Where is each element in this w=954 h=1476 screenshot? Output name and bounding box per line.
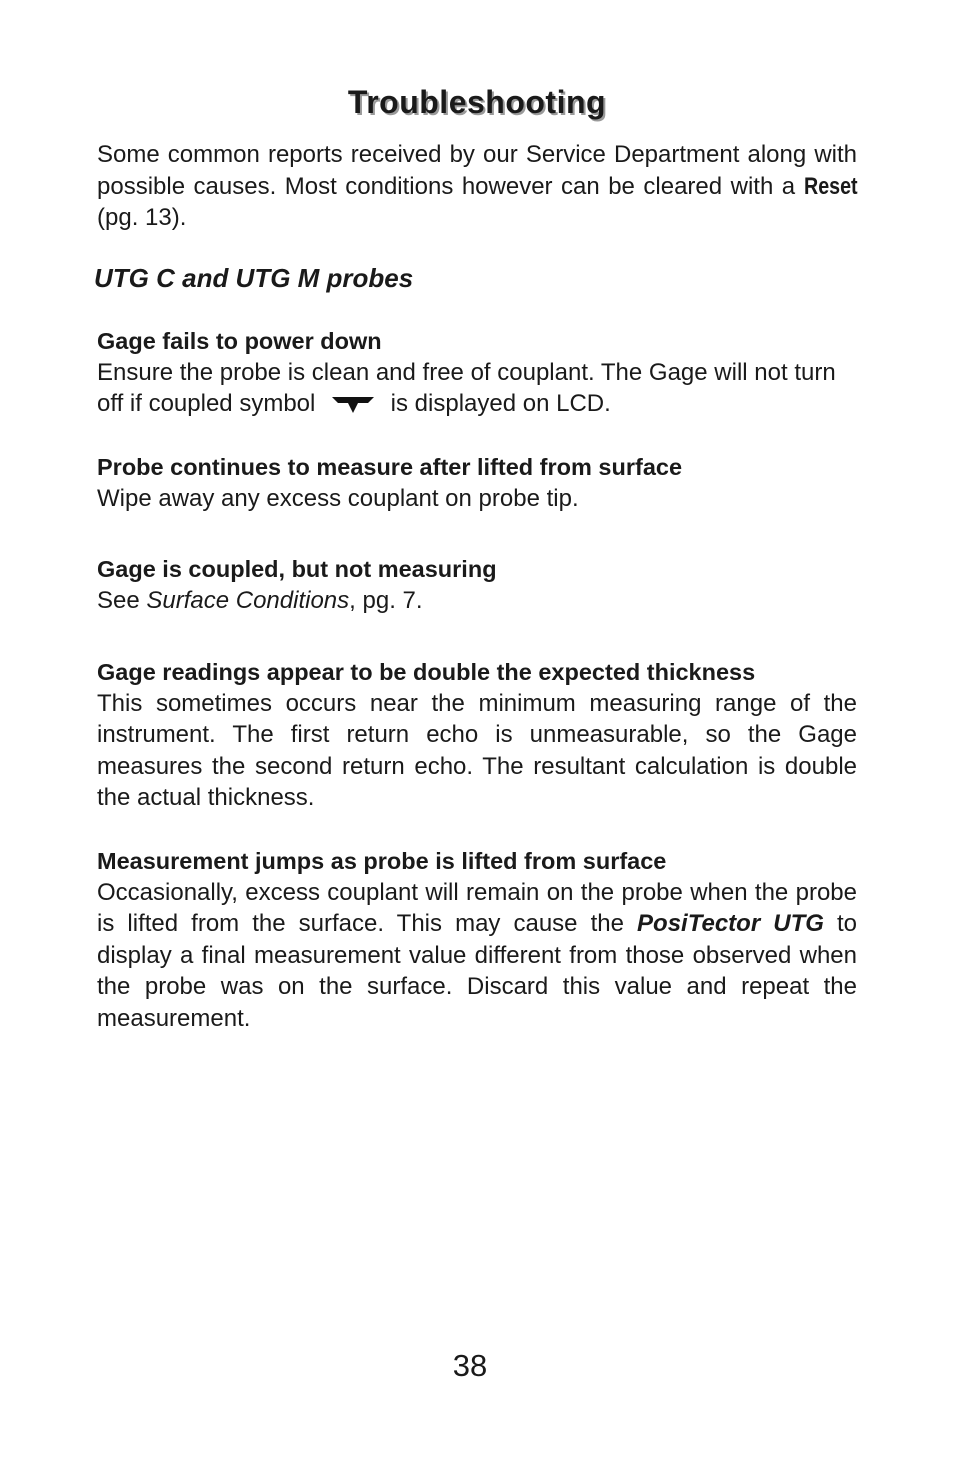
trouble-item xyxy=(97,657,857,814)
trouble-body xyxy=(97,357,857,420)
trouble-body-text-end: to display a final measurement value different from those observed when the probe was on the surface. Discard this value and repeat the measurement. xyxy=(97,910,857,1032)
trouble-body-text-end: is displayed on LCD. xyxy=(384,390,611,417)
trouble-body: This sometimes occurs near the minimum measuring range of the instrument. The first return echo is unmeasurable, so the Gage measures the second return echo. The resultant calculation is double the actual thickness. xyxy=(97,689,857,811)
trouble-item xyxy=(97,846,857,1035)
intro-paragraph xyxy=(97,139,857,234)
trouble-heading: Gage readings appear to be double the expected thickness xyxy=(97,658,756,685)
trouble-body-text: Ensure the probe is clean and free of couplant. The Gage will not turn off if coupled symbol xyxy=(97,358,836,417)
document-page xyxy=(94,84,858,1034)
trouble-heading: Measurement jumps as probe is lifted from surface xyxy=(97,847,667,874)
trouble-item xyxy=(97,554,857,617)
trouble-body-text: See xyxy=(97,587,147,614)
trouble-body-text: Occasionally, excess couplant will remain on the probe when the probe is lifted from the surface. This may cause the xyxy=(97,878,857,937)
coupled-symbol-icon xyxy=(328,393,378,417)
product-name: PosiTector UTG xyxy=(637,910,824,937)
page-title: Troubleshooting xyxy=(347,84,607,120)
intro-text-end: (pg. 13). xyxy=(97,204,187,231)
trouble-body-text-end: , pg. 7. xyxy=(349,587,423,614)
trouble-heading: Gage is coupled, but not measuring xyxy=(97,556,497,582)
reset-keyword: Reset xyxy=(803,172,858,200)
trouble-heading: Probe continues to measure after lifted from surface xyxy=(97,453,683,480)
trouble-body: Wipe away any excess couplant on probe tip. xyxy=(97,484,579,512)
trouble-item xyxy=(97,326,857,420)
intro-text: Some common reports received by our Service Department along with possible causes. Most conditions however can be cleared with a xyxy=(97,141,857,200)
section-subheading: UTG C and UTG M probes xyxy=(94,262,414,293)
trouble-item xyxy=(97,452,857,515)
page-number: 38 xyxy=(452,1348,488,1383)
trouble-body xyxy=(97,877,857,1035)
trouble-heading: Gage fails to power down xyxy=(97,327,382,354)
surface-conditions-reference: Surface Conditions xyxy=(146,587,350,614)
trouble-body xyxy=(97,585,857,617)
